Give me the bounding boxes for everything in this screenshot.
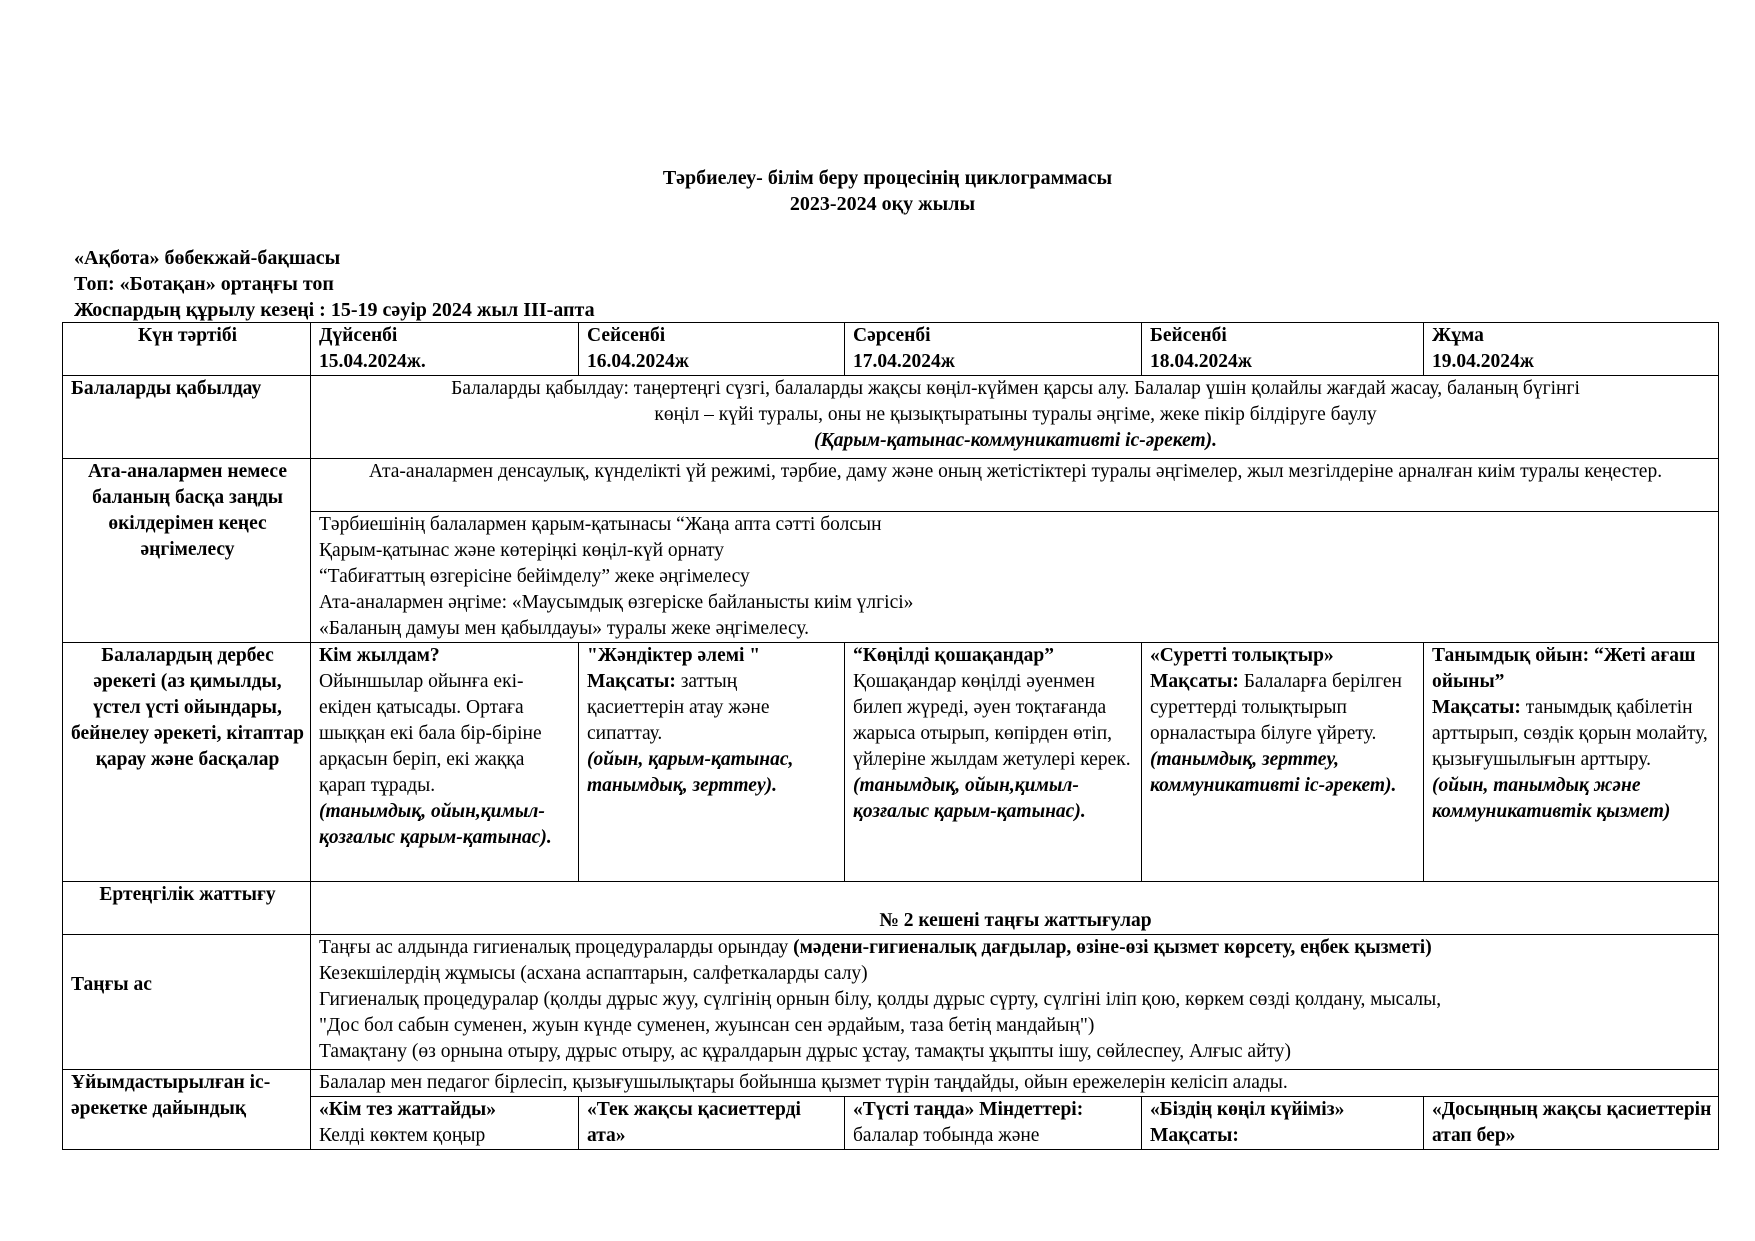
reception-text: [311, 376, 1719, 459]
prep-cell-body: Келді көктем қоңыр: [319, 1125, 486, 1146]
prep-row-2: [63, 1097, 1719, 1150]
prep-cell-thu: [1142, 1097, 1424, 1150]
activity-row: [63, 643, 1719, 882]
cyclogram-table: [62, 322, 1719, 1150]
prep-cell-title: «Кім тез жаттайды»: [319, 1099, 497, 1120]
activity-title: "Жәндіктер әлемі ": [587, 645, 761, 666]
activity-title: “Көңілді қошақандар”: [853, 645, 1055, 666]
activity-tag: (танымдық, ойын,қимыл- қозғалыс қарым-қатынас).: [319, 801, 552, 848]
day-date: 17.04.2024ж: [853, 351, 955, 372]
document-meta: [74, 245, 595, 323]
morning-exercise-label: Ертеңгілік жаттығу: [63, 882, 311, 935]
reception-label: Балаларды қабылдау: [63, 376, 311, 459]
parents-label: Ата-аналармен немесе баланың басқа заңды өкілдерімен кеңес әңгімелесу: [63, 459, 311, 643]
prep-row: [63, 1070, 1719, 1097]
activity-title: Кім жылдам?: [319, 645, 440, 666]
reception-tag: (Қарым-қатынас-коммуникативті іс-әрекет).: [813, 430, 1218, 451]
prep-label: Ұйымдастырылған іс-әрекетке дайындық: [63, 1070, 311, 1150]
parents-talks: [311, 512, 1719, 643]
reception-row: [63, 376, 1719, 459]
breakfast-line: Таңғы ас алдында гигиеналық процедураларды орындау: [319, 937, 794, 958]
activity-title: «Суретті толықтыр»: [1150, 645, 1334, 666]
breakfast-line: Гигиеналық процедуралар (қолды дұрыс жуу, сүлгінің орнын білу, қолды дұрыс сүрту, сүлгіні іліп қою, көркем сөзді қолдану, мысалы,: [319, 989, 1442, 1010]
activity-goal-label: Мақсаты:: [1432, 697, 1521, 718]
activity-body: танымдық қабілетін арттырып, сөздік қорын молайту, қызығушылығын арттыру.: [1432, 697, 1708, 770]
title-line-1: Тәрбиелеу- білім беру процесінің циклограммасы: [662, 167, 1113, 189]
activity-label: Балалардың дербес әрекеті (аз қимылды, үстел үсті ойындары, бейнелеу әрекеті, кітаптар қарау және басқалар: [63, 643, 311, 882]
talk-line: Тәрбиешінің балалармен қарым-қатынасы “Жаңа апта сәтті болсын: [319, 514, 882, 535]
activity-tag: (танымдық, зерттеу, коммуникативті іс-әрекет).: [1150, 749, 1397, 796]
header-day-wed: [845, 323, 1142, 376]
day-date: 19.04.2024ж: [1432, 351, 1534, 372]
prep-cell-title: «Тек жақсы қасиеттерді ата»: [587, 1099, 801, 1146]
breakfast-label-text: Таңғы ас: [71, 974, 152, 995]
activity-cell-wed: [845, 643, 1142, 882]
plan-period: Жоспардың құрылу кезеңі : 15-19 сәуір 2024 жыл ІІІ-апта: [74, 299, 595, 321]
talk-line: Қарым-қатынас және көтеріңкі көңіл-күй орнату: [319, 540, 725, 561]
day-name: Сәрсенбі: [853, 325, 931, 346]
activity-tag: (танымдық, ойын,қимыл- қозғалыс қарым-қатынас).: [853, 775, 1086, 822]
morning-exercise-row: [63, 882, 1719, 935]
breakfast-skills: (мәдени-гигиеналық дағдылар, өзіне-өзі қызмет көрсету, еңбек қызметі): [793, 937, 1432, 958]
day-name: Дүйсенбі: [319, 325, 398, 346]
kindergarten-name: «Ақбота» бөбекжай-бақшасы: [74, 247, 341, 269]
header-day-thu: [1142, 323, 1424, 376]
prep-cell-tue: [579, 1097, 845, 1150]
breakfast-line: Тамақтану (өз орнына отыру, дұрыс отыру, ас құралдарын дұрыс ұстау, тамақты ұқыпты ішу, сөйлеспеу, Алғыс айту): [319, 1041, 1292, 1062]
breakfast-label: [63, 935, 311, 1070]
day-name: Жұма: [1432, 325, 1484, 346]
breakfast-text: [311, 935, 1719, 1070]
prep-text: Балалар мен педагог бірлесіп, қызығушылықтары бойынша қызмет түрін таңдайды, ойын ережелерін келісіп алады.: [311, 1070, 1719, 1097]
reception-line: Балаларды қабылдау: таңертеңгі сүзгі, балаларды жақсы көңіл-күймен қарсы алу. Балалар үшін қолайлы жағдай жасау, баланың бүгінгі: [451, 378, 1580, 399]
talk-line: “Табиғаттың өзгерісіне бейімделу” жеке әңгімелесу: [319, 566, 750, 587]
prep-cell-body: балалар тобында және: [853, 1125, 1040, 1146]
activity-tag: (ойын, қарым-қатынас, танымдық, зерттеу).: [587, 749, 794, 796]
prep-cell-wed: [845, 1097, 1142, 1150]
prep-cell-title: «Түсті таңда» Міндеттері:: [853, 1099, 1084, 1120]
prep-cell-mon: [311, 1097, 579, 1150]
breakfast-line: Кезекшілердің жұмысы (асхана аспаптарын, салфеткаларды салу): [319, 963, 868, 984]
prep-cell-title: «Біздің көңіл күйіміз» Мақсаты:: [1150, 1099, 1345, 1146]
morning-exercise-text: [311, 882, 1719, 935]
parents-row: [63, 459, 1719, 512]
activity-body: Ойыншылар ойынға екі-екіден қатысады. Ортаға шыққан екі бала бір-біріне арқасын беріп, екі жаққа қарап тұрады.: [319, 671, 542, 796]
header-schedule: Күн тәртібі: [63, 323, 311, 376]
prep-cell-fri: [1424, 1097, 1719, 1150]
activity-cell-tue: [579, 643, 845, 882]
prep-cell-title: «Досыңның жақсы қасиеттерін атап бер»: [1432, 1099, 1712, 1146]
day-date: 15.04.2024ж.: [319, 351, 426, 372]
activity-cell-mon: [311, 643, 579, 882]
activity-body: Балаларға берілген суреттерді толықтырып орналастыра білуге үйрету.: [1150, 671, 1402, 744]
header-day-mon: [311, 323, 579, 376]
activity-body: заттың қасиеттерін атау және сипаттау.: [587, 671, 770, 744]
activity-goal-label: Мақсаты:: [587, 671, 676, 692]
breakfast-line: "Дос бол сабын суменен, жуын күнде суменен, жуынсан сен әрдайым, таза бетің мандайың"): [319, 1015, 1095, 1036]
parents-advice: Ата-аналармен денсаулық, күнделікті үй режимі, тәрбие, даму және оның жетістіктері туралы әңгімелер, жыл мезгілдеріне арналған киім туралы кеңестер.: [311, 459, 1719, 512]
day-name: Бейсенбі: [1150, 325, 1227, 346]
activity-cell-thu: [1142, 643, 1424, 882]
day-date: 16.04.2024ж: [587, 351, 689, 372]
reception-line: көңіл – күйі туралы, оны не қызықтыратыны туралы әңгіме, жеке пікір білдіруге баулу: [654, 404, 1377, 425]
day-date: 18.04.2024ж: [1150, 351, 1252, 372]
table-header-row: [63, 323, 1719, 376]
talk-line: «Баланың дамуы мен қабылдауы» туралы жеке әңгімелесу.: [319, 618, 810, 639]
group-name: Топ: «Ботақан» ортаңғы топ: [74, 273, 334, 295]
day-name: Сейсенбі: [587, 325, 666, 346]
breakfast-row: [63, 935, 1719, 1070]
parents-row-2: [63, 512, 1719, 643]
talk-line: Ата-аналармен әңгіме: «Маусымдық өзгеріске байланысты киім үлгісі»: [319, 592, 914, 613]
header-day-tue: [579, 323, 845, 376]
activity-tag: (ойын, танымдық және коммуникативтік қызмет): [1432, 775, 1671, 822]
morning-exercise-value: № 2 кешені таңғы жаттығулар: [879, 910, 1152, 931]
header-day-fri: [1424, 323, 1719, 376]
title-line-2: 2023-2024 оқу жылы: [789, 193, 976, 215]
activity-goal-label: Мақсаты:: [1150, 671, 1239, 692]
activity-cell-fri: [1424, 643, 1719, 882]
activity-title: Танымдық ойын: “Жеті ағаш ойыны”: [1432, 645, 1696, 692]
document-title: [0, 165, 1755, 217]
activity-body: Қошақандар көңілді әуенмен билеп жүреді, әуен тоқтағанда жарыса отырып, көпірден өтіп, үйлеріне жылдам жетулері керек.: [853, 671, 1131, 770]
